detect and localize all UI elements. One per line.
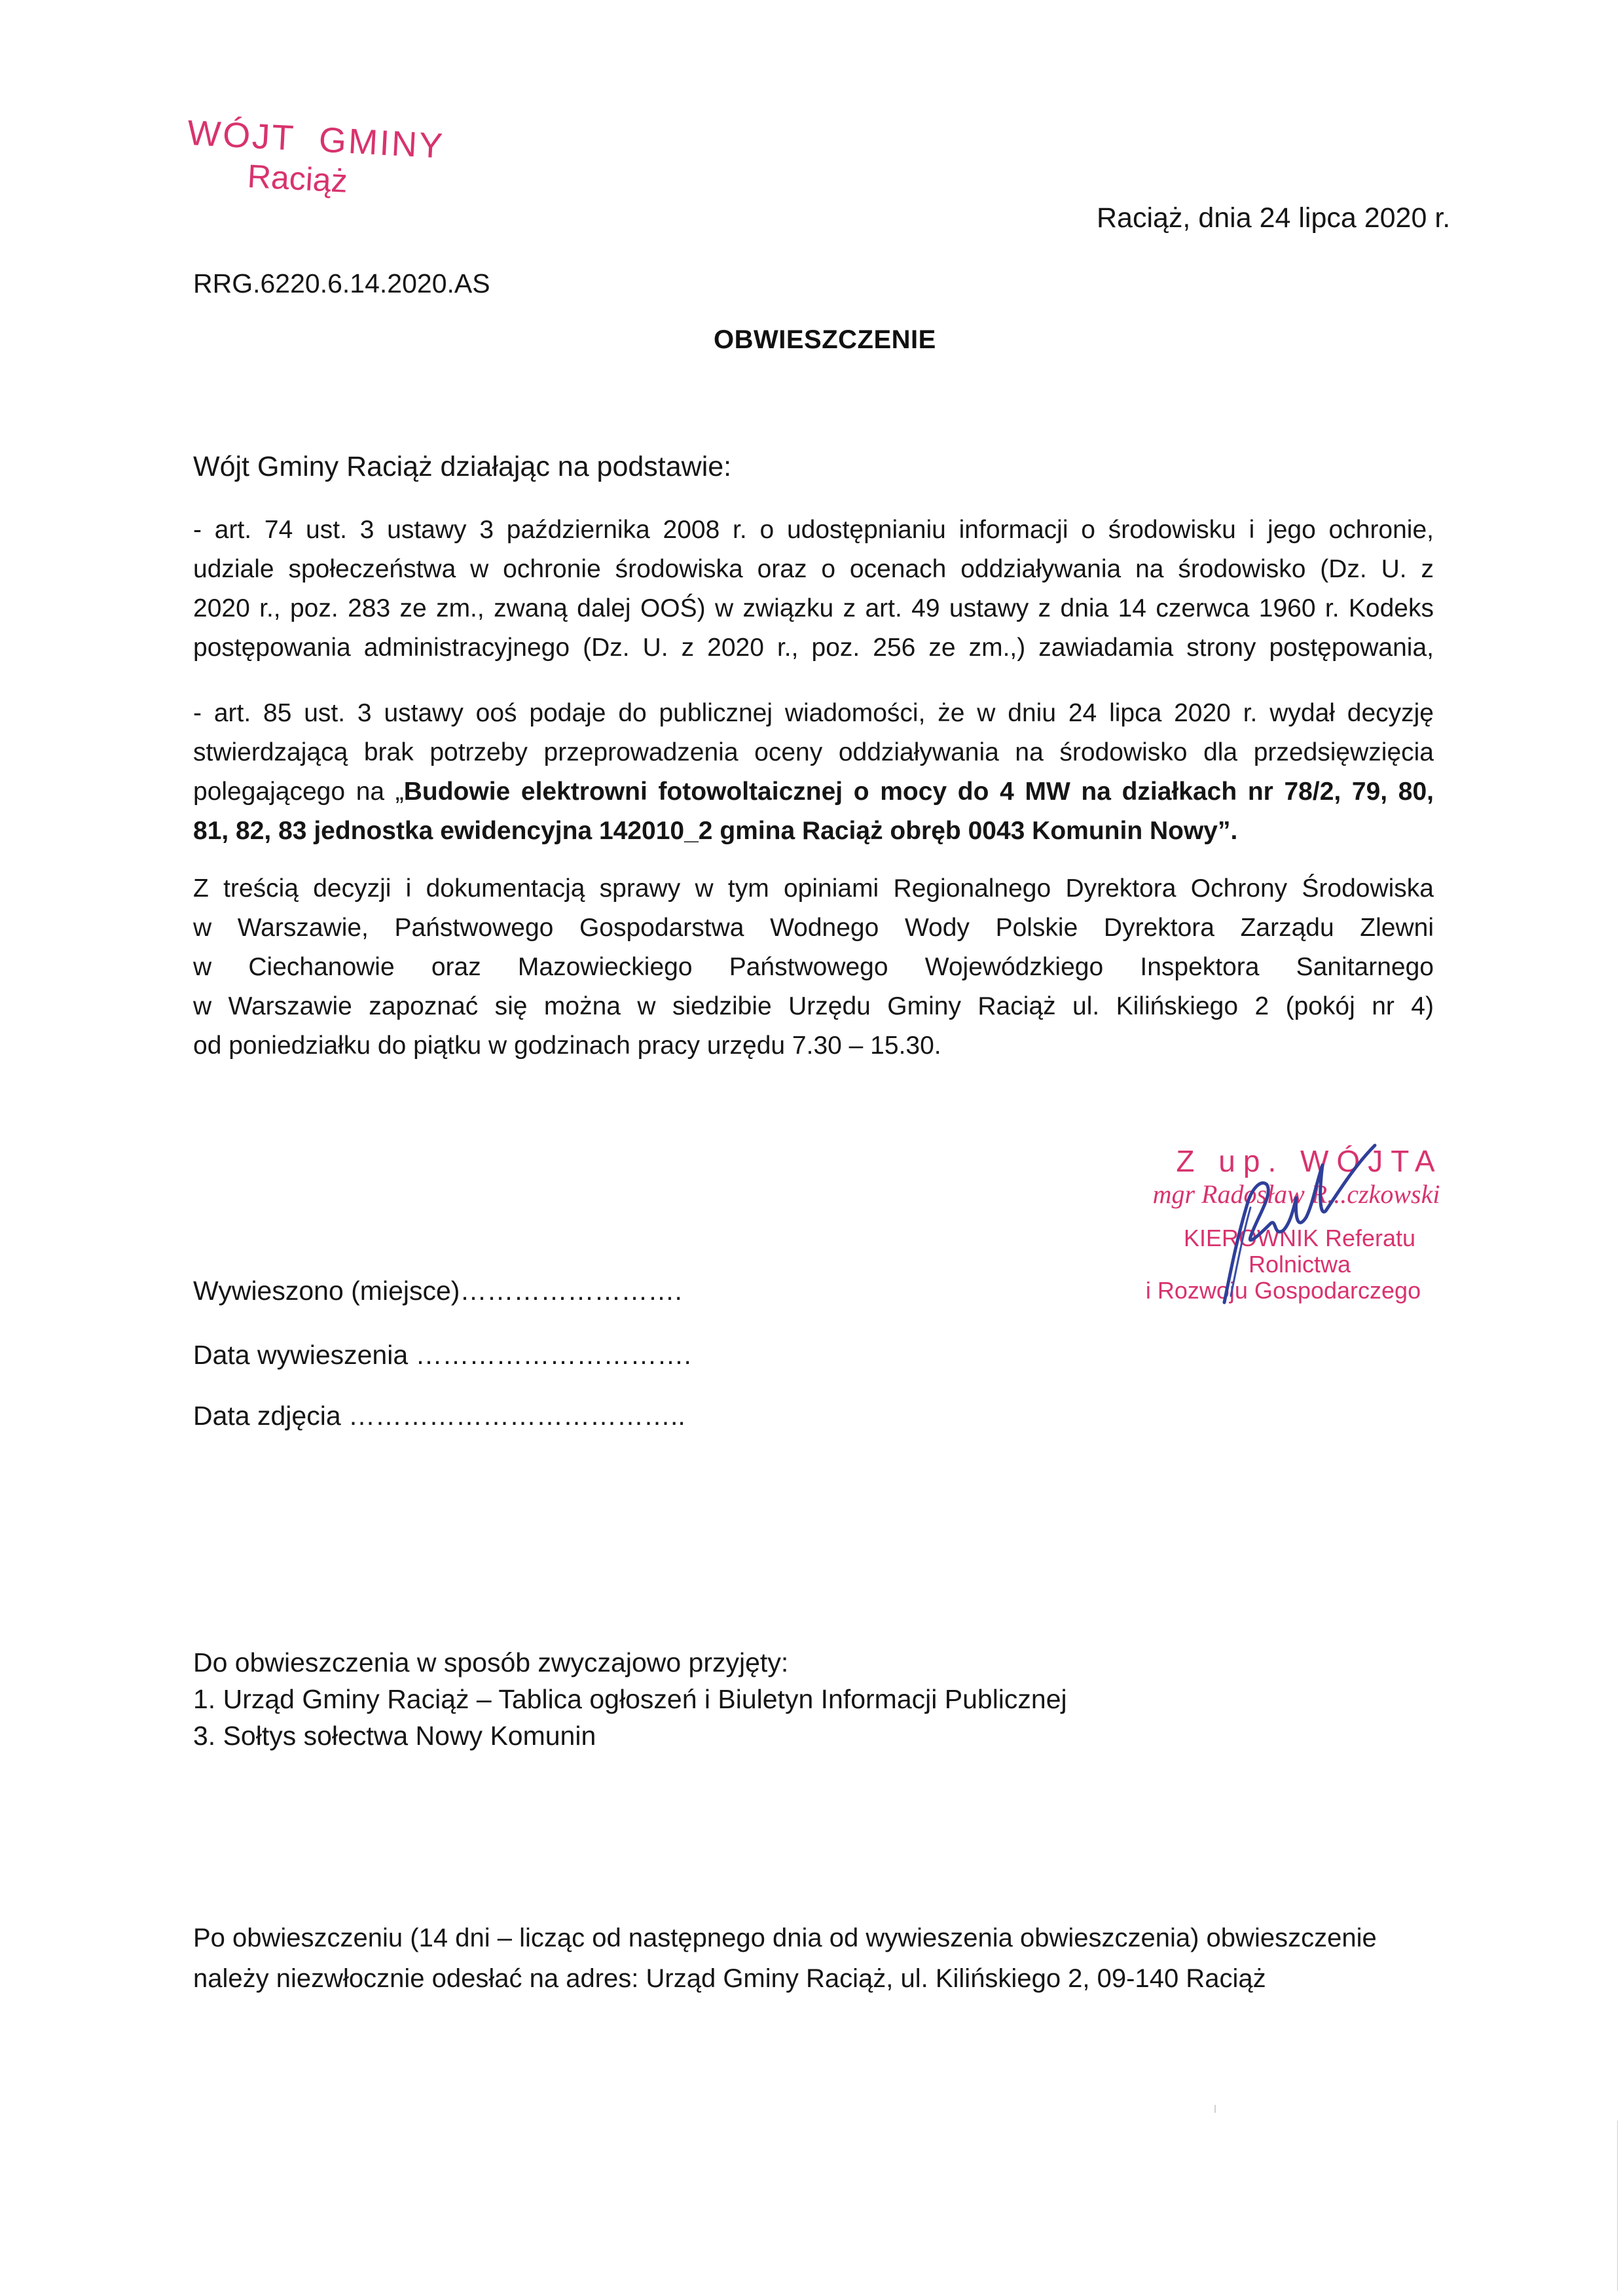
paragraph-line: w Warszawie zapoznać się można w siedzibie Urzędu Gminy Raciąż ul. Kilińskiego 2 (pokój nr 4): [193, 992, 1434, 1020]
distribution-item: 3. Sołtys sołectwa Nowy Komunin: [193, 1721, 596, 1751]
stamp-municipality: Raciąż: [246, 157, 349, 200]
paragraph-line: - art. 74 ust. 3 ustawy 3 października 2008 r. o udostępnianiu informacji o środowisku i jego ochronie,: [193, 516, 1434, 544]
project-name-part1: Budowie elektrowni fotowoltaicznej o mocy do 4 MW na działkach nr 78/2, 79, 80,: [403, 778, 1434, 806]
handwritten-signature: [1185, 1139, 1395, 1309]
paragraph-line: [193, 812, 1434, 851]
paragraph-line: stwierdzającą brak potrzeby przeprowadzenia oceny oddziaływania na środowisko dla przedsięwzięcia: [193, 738, 1434, 766]
distribution-heading: Do obwieszczenia w sposób zwyczajowo przyjęty:: [193, 1647, 789, 1677]
office-stamp-header: [185, 113, 446, 206]
stamp-signatory-name: mgr Radosław R...czkowski: [1152, 1179, 1440, 1209]
paragraph-line: [193, 772, 1434, 812]
paragraph-line: w Ciechanowie oraz Mazowieckiego Państwowego Wojewódzkiego Inspektora Sanitarnego: [193, 953, 1434, 981]
decision-paragraph: [193, 694, 1434, 851]
stamp-word-wojt: WÓJT: [186, 113, 297, 158]
stamp-department: i Rozwoju Gospodarczego: [1145, 1277, 1421, 1304]
legal-basis-paragraph: [193, 511, 1434, 668]
stamp-authority: Z up. WÓJTA: [1176, 1144, 1443, 1178]
footer-line: Po obwieszczeniu (14 dni – licząc od następnego dnia od wywieszenia obwieszczenia) obwieszczenie: [193, 1924, 1377, 1952]
documentation-access-paragraph: [193, 869, 1434, 1066]
stamp-word-gminy: GMINY: [318, 120, 446, 166]
stamp-title-line: [187, 113, 446, 166]
footer-line: należy niezwłocznie odesłać na adres: Urząd Gminy Raciąż, ul. Kilińskiego 2, 09-140 Raciąż: [193, 1964, 1266, 1993]
paragraph-line: udziale społeczeństwa w ochronie środowiska oraz o ocenach oddziaływania na środowisko (Dz. U. z: [193, 555, 1434, 583]
intro-sentence: Wójt Gminy Raciąż działając na podstawie:: [193, 451, 732, 482]
place-and-date: Raciąż, dnia 24 lipca 2020 r.: [1097, 202, 1451, 234]
project-intro: polegającego na „: [193, 778, 404, 806]
document-title: OBWIESZCZENIE: [714, 325, 936, 354]
removal-date-field: Data zdjęcia ………………………………..: [193, 1401, 685, 1431]
distribution-item: 1. Urząd Gminy Raciąż – Tablica ogłoszeń i Biuletyn Informacji Publicznej: [193, 1684, 1067, 1714]
paragraph-line: postępowania administracyjnego (Dz. U. z 2020 r., poz. 256 ze zm.,) zawiadamia strony postępowania,: [193, 634, 1434, 662]
posted-place-field: Wywieszono (miejsce)…………………….: [193, 1276, 682, 1306]
scan-artifact: [1214, 2105, 1216, 2113]
paragraph-line: Z treścią decyzji i dokumentacją sprawy w tym opiniami Regionalnego Dyrektora Ochrony Środowiska: [193, 874, 1434, 903]
stamp-position: KIEROWNIK Referatu Rolnictwa: [1183, 1225, 1416, 1278]
paragraph-line: 2020 r., poz. 283 ze zm., zwaną dalej OOŚ) w związku z art. 49 ustawy z dnia 14 czerwca 1960 r. Kodeks: [193, 594, 1434, 622]
paragraph-line: - art. 85 ust. 3 ustawy ooś podaje do publicznej wiadomości, że w dniu 24 lipca 2020 r. wydał decyzję: [193, 699, 1434, 727]
paragraph-line: w Warszawie, Państwowego Gospodarstwa Wodnego Wody Polskie Dyrektora Zarządu Zlewni: [193, 914, 1434, 942]
reference-number: RRG.6220.6.14.2020.AS: [193, 268, 490, 298]
project-name-part2: 81, 82, 83 jednostka ewidencyjna 142010_2 gmina Raciąż obręb 0043 Komunin Nowy”.: [193, 817, 1238, 845]
return-instructions: [193, 1918, 1434, 1999]
paragraph-line: od poniedziałku do piątku w godzinach pracy urzędu 7.30 – 15.30.: [193, 1031, 941, 1060]
posting-date-field: Data wywieszenia ………………………….: [193, 1340, 691, 1370]
scan-edge-line: [1617, 2121, 1618, 2291]
